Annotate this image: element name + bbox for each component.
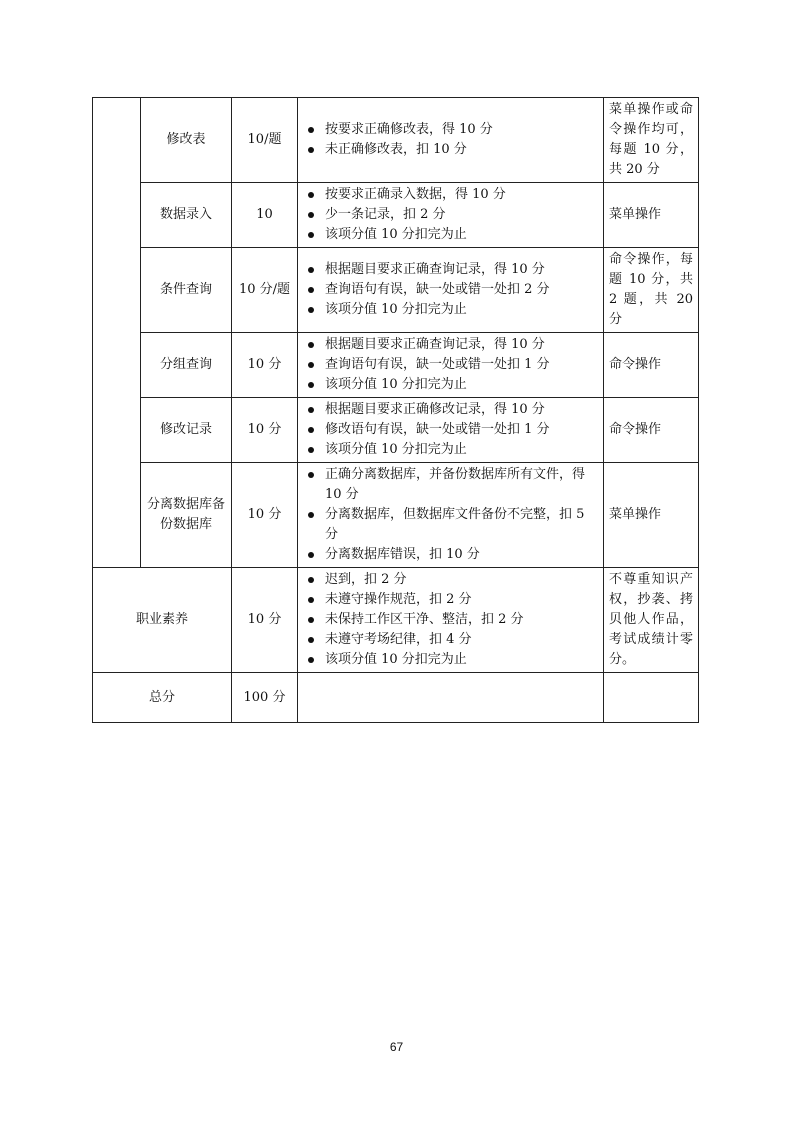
professional-rules-cell — [298, 568, 604, 673]
list-item: 迟到，扣 2 分 — [303, 570, 598, 590]
total-note-cell — [604, 673, 699, 723]
rules-list — [303, 120, 598, 160]
bullet-icon — [308, 427, 314, 433]
total-rules-cell — [298, 673, 604, 723]
bullet-icon — [308, 192, 314, 198]
bullet-icon — [308, 342, 314, 348]
score-cell: 10 — [232, 183, 298, 248]
bullet-icon — [308, 382, 314, 388]
table-row — [93, 98, 699, 183]
table-row — [93, 673, 699, 723]
rules-list — [303, 185, 598, 245]
list-item: 未保持工作区干净、整洁，扣 2 分 — [303, 610, 598, 630]
rules-cell — [298, 398, 604, 463]
list-item: 查询语句有误，缺一处或错一处扣 2 分 — [303, 280, 598, 300]
item-cell: 分组查询 — [141, 333, 232, 398]
list-item: 分离数据库错误，扣 10 分 — [303, 545, 598, 565]
bullet-icon — [308, 657, 314, 663]
list-item: 少一条记录，扣 2 分 — [303, 205, 598, 225]
bullet-icon — [308, 127, 314, 133]
score-cell: 10 分 — [232, 463, 298, 568]
list-item: 未遵守操作规范，扣 2 分 — [303, 590, 598, 610]
list-item: 查询语句有误，缺一处或错一处扣 1 分 — [303, 355, 598, 375]
list-item: 根据题目要求正确查询记录，得 10 分 — [303, 335, 598, 355]
bullet-icon — [308, 147, 314, 153]
rules-list — [303, 335, 598, 395]
rules-list — [303, 465, 598, 565]
rules-cell — [298, 183, 604, 248]
bullet-icon — [308, 287, 314, 293]
total-score-cell: 100 分 — [232, 673, 298, 723]
note-cell: 菜单操作 — [604, 463, 699, 568]
bullet-icon — [308, 637, 314, 643]
bullet-icon — [308, 447, 314, 453]
grading-table — [92, 97, 699, 723]
item-cell: 分离数据库备份数据库 — [141, 463, 232, 568]
note-cell: 菜单操作 — [604, 183, 699, 248]
page-number: 67 — [389, 1040, 404, 1054]
item-cell: 条件查询 — [141, 248, 232, 333]
list-item: 该项分值 10 分扣完为止 — [303, 225, 598, 245]
bullet-icon — [308, 407, 314, 413]
professional-item-cell: 职业素养 — [93, 568, 232, 673]
list-item: 该项分值 10 分扣完为止 — [303, 440, 598, 460]
rules-cell — [298, 333, 604, 398]
bullet-icon — [308, 472, 314, 478]
list-item: 该项分值 10 分扣完为止 — [303, 300, 598, 320]
table-row — [93, 183, 699, 248]
list-item: 该项分值 10 分扣完为止 — [303, 650, 598, 670]
category-cell — [93, 98, 141, 568]
rules-list — [303, 260, 598, 320]
item-cell: 修改表 — [141, 98, 232, 183]
item-cell: 数据录入 — [141, 183, 232, 248]
list-item: 修改语句有误，缺一处或错一处扣 1 分 — [303, 420, 598, 440]
list-item: 按要求正确录入数据，得 10 分 — [303, 185, 598, 205]
list-item: 未正确修改表，扣 10 分 — [303, 140, 598, 160]
bullet-icon — [308, 307, 314, 313]
note-cell: 命令操作 — [604, 398, 699, 463]
note-cell: 菜单操作或命令操作均可，每题 10 分，共 20 分 — [604, 98, 699, 183]
bullet-icon — [308, 362, 314, 368]
list-item: 按要求正确修改表，得 10 分 — [303, 120, 598, 140]
bullet-icon — [308, 617, 314, 623]
rules-list — [303, 570, 598, 670]
professional-note-cell: 不尊重知识产权，抄袭、拷贝他人作品，考试成绩计零分。 — [604, 568, 699, 673]
rules-cell — [298, 98, 604, 183]
list-item: 根据题目要求正确查询记录，得 10 分 — [303, 260, 598, 280]
list-item: 未遵守考场纪律，扣 4 分 — [303, 630, 598, 650]
table-row — [93, 463, 699, 568]
total-label-cell: 总分 — [93, 673, 232, 723]
list-item: 根据题目要求正确修改记录，得 10 分 — [303, 400, 598, 420]
bullet-icon — [308, 212, 314, 218]
score-cell: 10 分 — [232, 398, 298, 463]
note-cell: 命令操作 — [604, 333, 699, 398]
score-cell: 10/题 — [232, 98, 298, 183]
note-cell: 命令操作，每题 10 分，共 2 题，共 20 分 — [604, 248, 699, 333]
list-item: 该项分值 10 分扣完为止 — [303, 375, 598, 395]
bullet-icon — [308, 597, 314, 603]
table-row — [93, 248, 699, 333]
table-row — [93, 333, 699, 398]
professional-score-cell: 10 分 — [232, 568, 298, 673]
table-row — [93, 568, 699, 673]
bullet-icon — [308, 552, 314, 558]
score-cell: 10 分 — [232, 333, 298, 398]
score-cell: 10 分/题 — [232, 248, 298, 333]
bullet-icon — [308, 267, 314, 273]
bullet-icon — [308, 512, 314, 518]
rules-list — [303, 400, 598, 460]
list-item: 正确分离数据库，并备份数据库所有文件，得 10 分 — [303, 465, 598, 505]
rules-cell — [298, 248, 604, 333]
rules-cell — [298, 463, 604, 568]
bullet-icon — [308, 232, 314, 238]
item-cell: 修改记录 — [141, 398, 232, 463]
bullet-icon — [308, 577, 314, 583]
list-item: 分离数据库，但数据库文件备份不完整，扣 5 分 — [303, 505, 598, 545]
table-row — [93, 398, 699, 463]
